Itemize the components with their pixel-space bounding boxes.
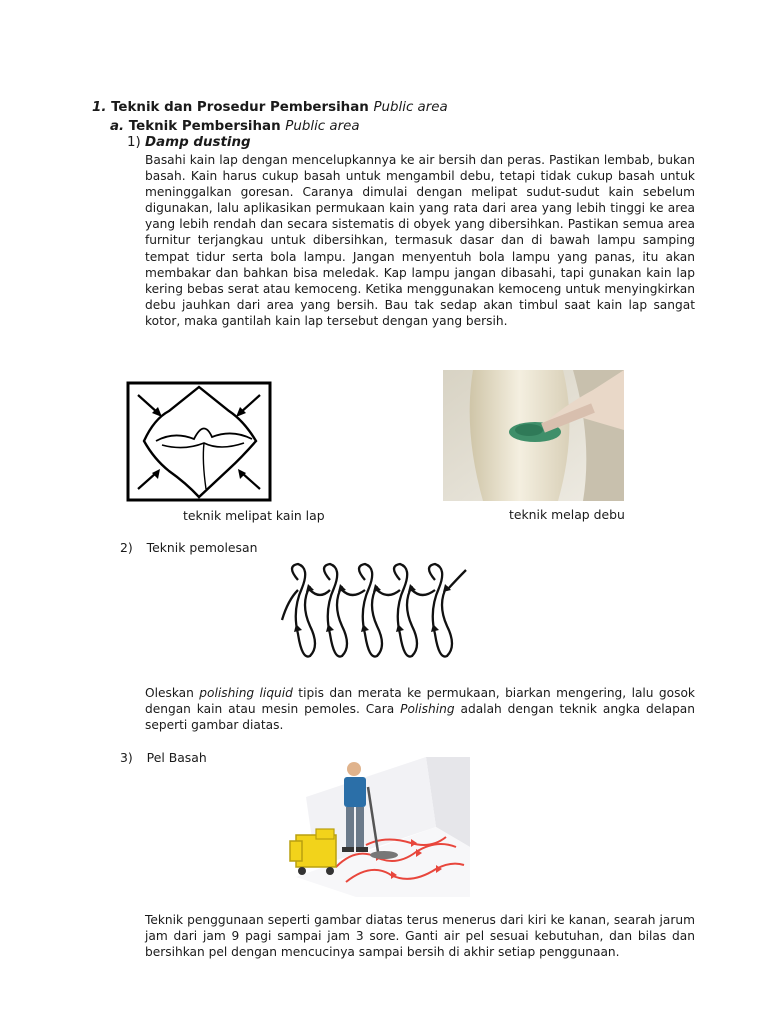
- paragraph-polishing: [145, 685, 695, 733]
- figure-wet-mopping: [276, 757, 470, 897]
- figure-eight-illustration: [280, 560, 470, 668]
- caption-dusting: teknik melap debu: [509, 507, 625, 522]
- figure-dusting-photo: [443, 370, 624, 501]
- item-3-number: 3): [120, 750, 133, 765]
- dusting-photo: [443, 370, 624, 501]
- heading-1: [92, 100, 448, 115]
- heading-1-number: 1.: [92, 100, 107, 115]
- item-2-title: Teknik pemolesan: [146, 540, 258, 555]
- item-1-number: 1): [127, 135, 141, 150]
- item-3-heading: [120, 750, 207, 765]
- heading-1-italic: Public area: [373, 100, 448, 115]
- item-1-heading: [127, 135, 251, 150]
- item-3-title: Pel Basah: [146, 750, 207, 765]
- figure-fold-cloth: [124, 379, 274, 504]
- figure-polishing-pattern: [280, 560, 470, 668]
- paragraph-damp-dusting: Basahi kain lap dengan mencelupkannya ke air bersih dan peras. Pastikan lembab, bukan basah. Kain harus cukup basah untuk mengambil debu, tetapi tidak cukup basah untuk meninggalkan goresan. Caranya dimulai dengan melipat sudut-sudut kain sebelum digunakan, lalu aplikasikan permukaan kain yang rata dari area yang lebih tinggi ke area yang lebih rendah dan secara sistematis di obyek yang dibersihkan. Pastikan semua area furnitur terjangkau untuk dibersihkan, termasuk dasar dan di bawah lampu samping tempat tidur serta bola lampu. Jangan menyentuh bola lampu yang panas, itu akan membakar dan bahkan bisa meledak. Kap lampu jangan dibasahi, tapi gunakan kain lap kering bebas serat atau kemoceng. Ketika menggunakan kemoceng untuk menyingkirkan debu jauhkan dari area yang bersih. Bau tak sedap akan timbul saat kain lap sangat kotor, maka gantilah kain lap tersebut dengan yang bersih.: [145, 153, 695, 328]
- fold-cloth-illustration: [124, 379, 274, 504]
- item-1-title: Damp dusting: [145, 135, 251, 150]
- paragraph-polishing-italic2: Polishing: [400, 702, 455, 717]
- heading-2: [110, 119, 360, 134]
- item-2-number: 2): [120, 540, 133, 555]
- paragraph-polishing-part2: tipis dan merata ke permukaan, biarkan mengering, lalu gosok dengan kain atau mesin pemoles. Cara: [145, 686, 695, 717]
- caption-fold-cloth: teknik melipat kain lap: [183, 508, 325, 523]
- heading-2-text: Teknik Pembersihan: [128, 119, 281, 134]
- heading-2-number: a.: [110, 119, 125, 134]
- paragraph-polishing-italic1: polishing liquid: [199, 686, 293, 700]
- paragraph-polishing-part1: Oleskan: [145, 686, 200, 700]
- item-2-heading: [120, 540, 257, 555]
- paragraph-polishing-part3: adalah dengan teknik angka delapan seperti gambar diatas.: [145, 702, 696, 733]
- mopping-illustration: [276, 757, 470, 897]
- heading-1-text: Teknik dan Prosedur Pembersihan: [111, 100, 369, 115]
- heading-2-italic: Public area: [285, 119, 360, 134]
- paragraph-wet-mopping: Teknik penggunaan seperti gambar diatas terus menerus dari kiri ke kanan, searah jarum jam dari jam 9 pagi sampai jam 3 sore. Ganti air pel sesuai kebutuhan, dan bilas dan bersihkan pel dengan mencucinya sampai bersih di akhir setiap penggunaan.: [145, 913, 695, 960]
